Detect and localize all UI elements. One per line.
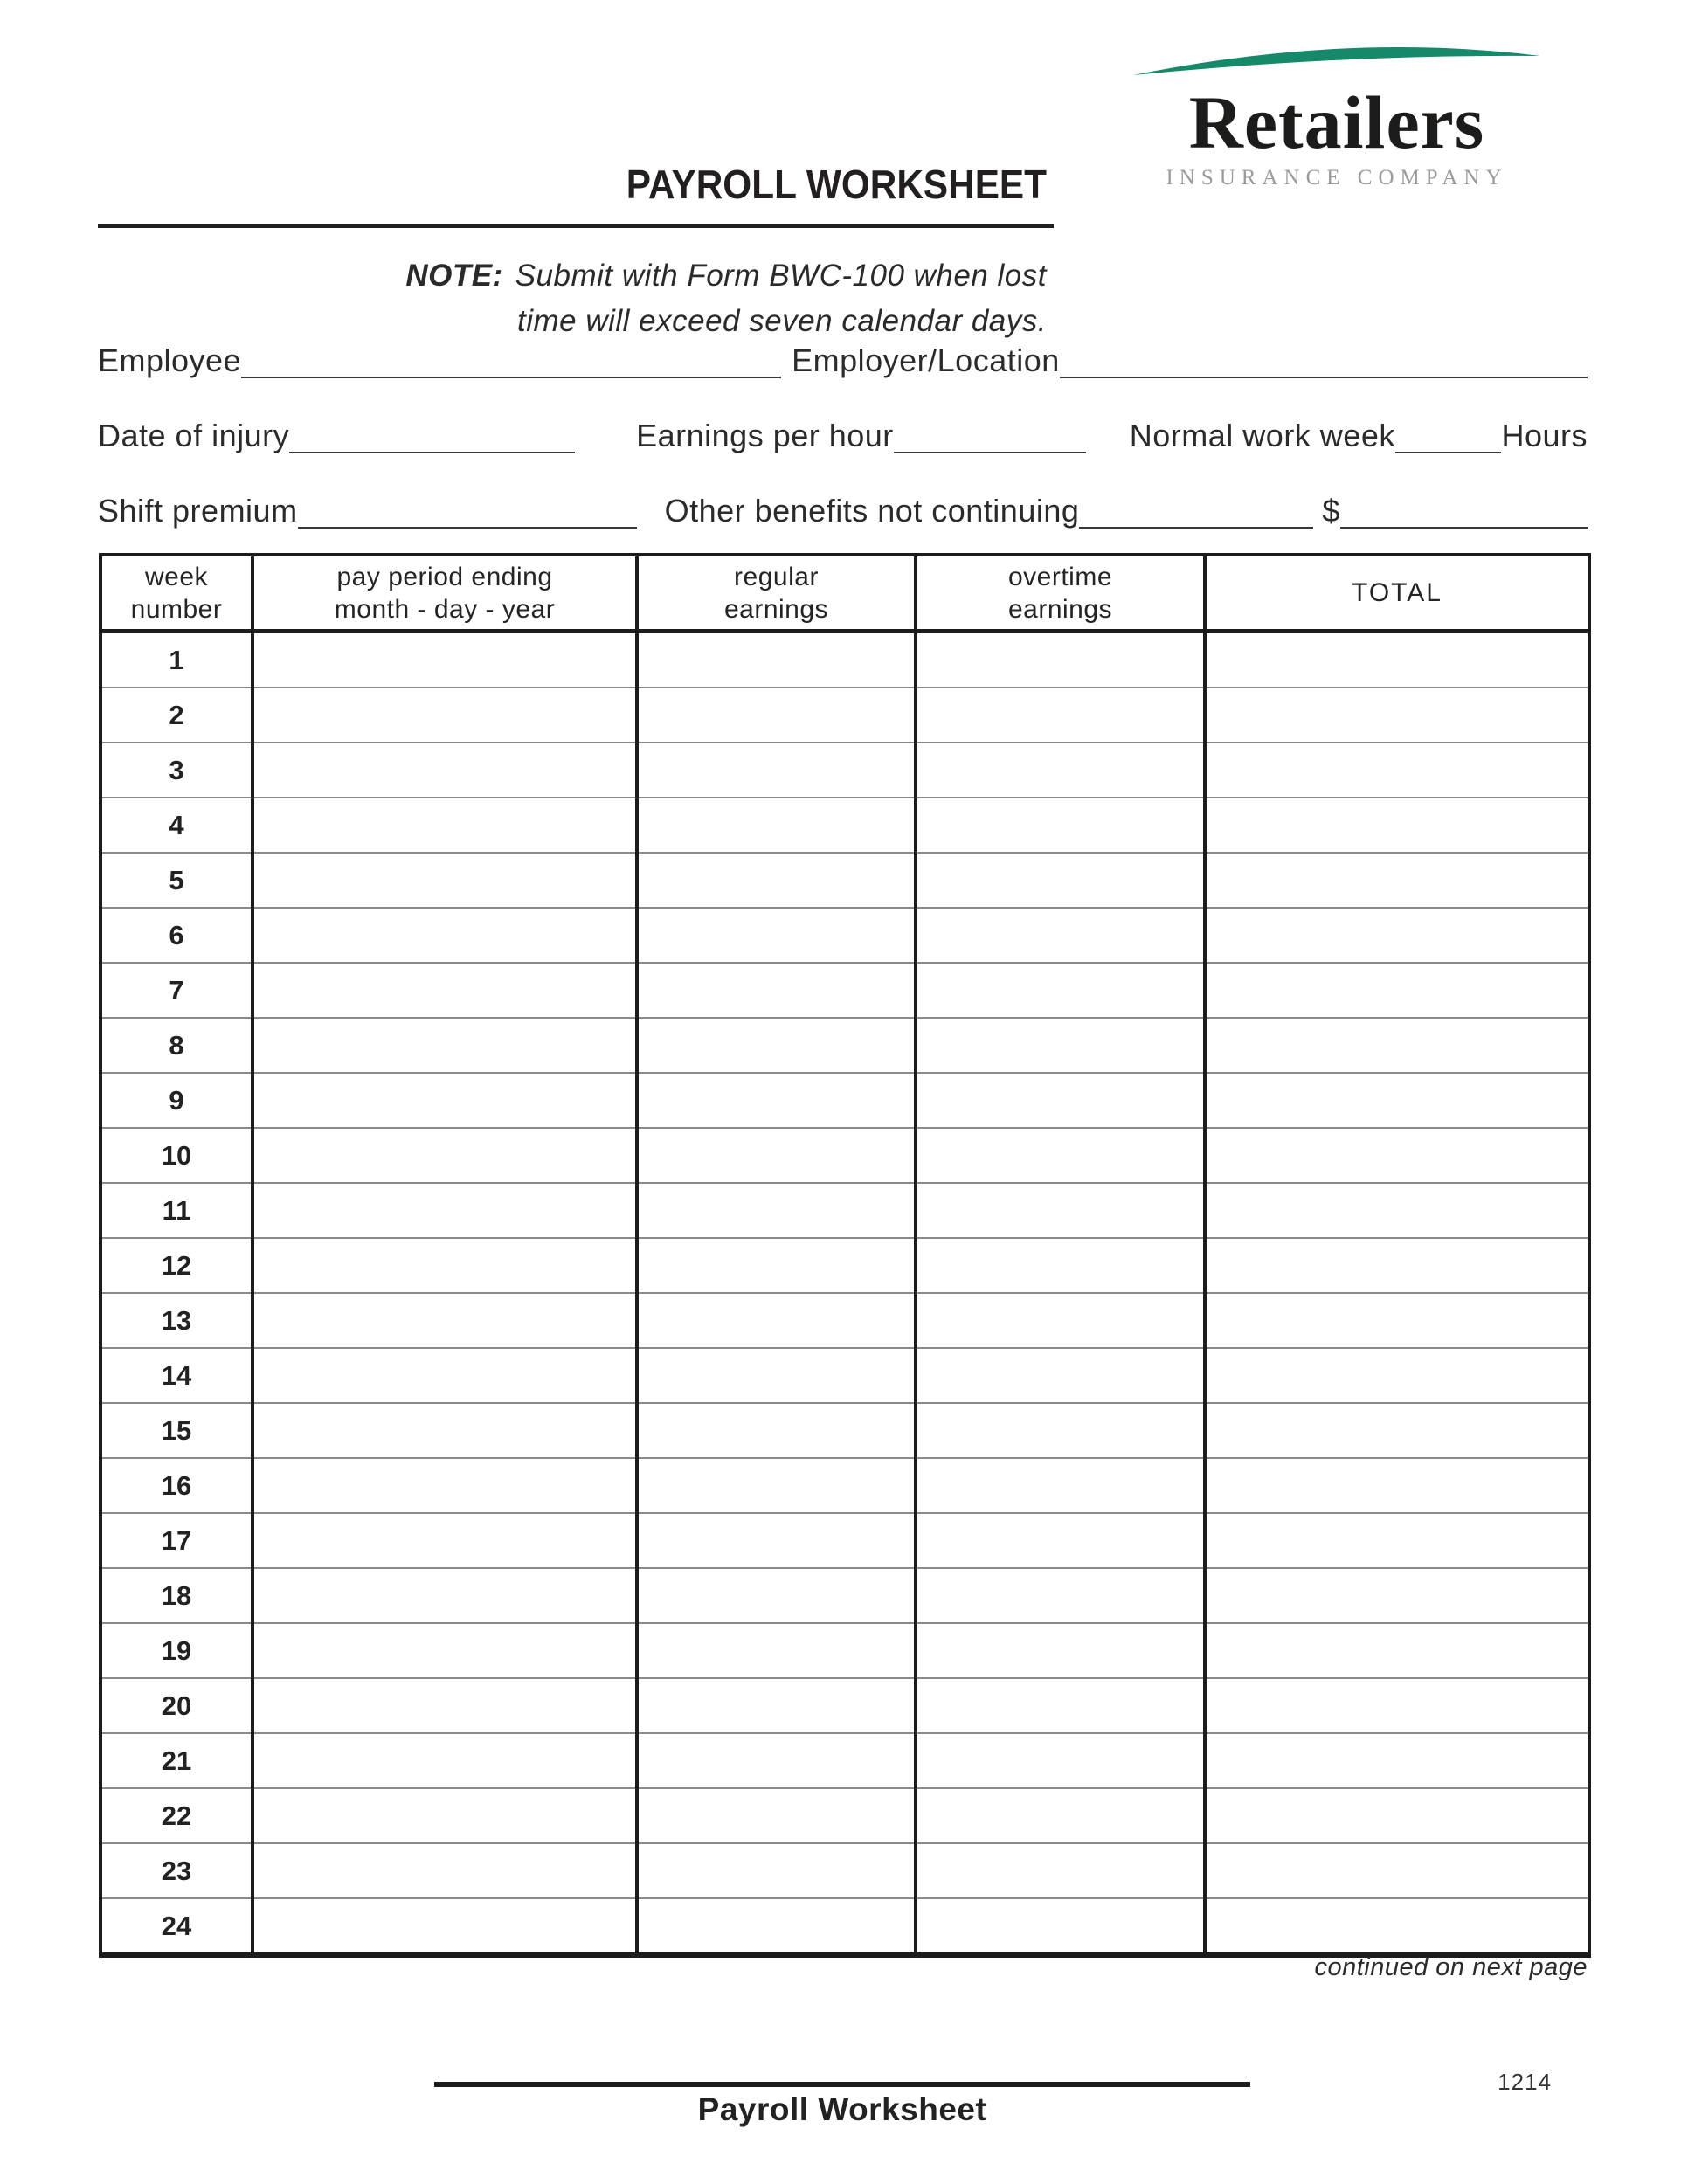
employee-label: Employee [98,342,242,378]
week-number-cell: 16 [100,1458,253,1513]
other-benefits-label: Other benefits not continuing [664,493,1080,529]
overtime-earnings-cell [916,1073,1205,1128]
table-row [100,1018,1589,1073]
pay-period-ending-cell [253,1348,637,1403]
pay-period-ending-cell [253,1458,637,1513]
pay-period-ending-cell [253,1403,637,1458]
regular-earnings-cell [637,1898,916,1955]
logo-name: Retailers [1188,80,1485,164]
other-benefits-amount-field [1340,518,1588,529]
overtime-earnings-cell [916,1733,1205,1788]
table-row [100,632,1589,688]
total-cell [1205,1843,1589,1898]
pay-period-ending-cell [253,1128,637,1183]
total-cell [1205,632,1589,688]
table-row [100,1623,1589,1678]
hours-suffix-label: Hours [1501,418,1588,453]
week-number-cell: 12 [100,1238,253,1293]
week-number-cell: 21 [100,1733,253,1788]
week-number-cell: 10 [100,1128,253,1183]
employee-field [241,368,781,378]
table-row [100,743,1589,798]
table-row [100,963,1589,1018]
total-cell [1205,1073,1589,1128]
table-row [100,853,1589,908]
week-number-cell: 22 [100,1788,253,1843]
pay-period-ending-cell [253,798,637,853]
footer-title: Payroll Worksheet [697,2091,987,2127]
overtime-earnings-cell [916,908,1205,963]
form-row-1 [98,339,1588,381]
week-number-cell: 13 [100,1293,253,1348]
table-row [100,1183,1589,1238]
date-of-injury-label: Date of injury [98,418,290,453]
overtime-earnings-cell [916,1293,1205,1348]
pay-period-ending-cell [253,1843,637,1898]
table-row [100,1513,1589,1568]
shift-premium-label: Shift premium [98,493,298,529]
total-cell [1205,1018,1589,1073]
overtime-earnings-cell [916,853,1205,908]
dollar-sign-label: $ [1322,493,1340,529]
col-header-regular-earnings: regular earnings [637,555,916,632]
total-cell [1205,1238,1589,1293]
col-header-total: TOTAL [1205,555,1589,632]
total-cell [1205,1348,1589,1403]
table-row [100,1403,1589,1458]
normal-work-week-field [1395,443,1502,453]
total-cell [1205,1183,1589,1238]
table-row [100,1898,1589,1955]
total-cell [1205,853,1589,908]
earnings-per-hour-field [894,443,1086,453]
regular-earnings-cell [637,632,916,688]
employer-location-label: Employer/Location [792,342,1060,378]
other-benefits-field [1079,518,1313,529]
week-number-cell: 6 [100,908,253,963]
table-row [100,1348,1589,1403]
overtime-earnings-cell [916,963,1205,1018]
form-number: 1214 [1498,2069,1552,2095]
overtime-earnings-cell [916,1843,1205,1898]
regular-earnings-cell [637,1018,916,1073]
regular-earnings-cell [637,1678,916,1733]
regular-earnings-cell [637,963,916,1018]
form-row-2 [98,414,1588,456]
payroll-table-header [100,555,1589,632]
table-row [100,798,1589,853]
regular-earnings-cell [637,1073,916,1128]
overtime-earnings-cell [916,688,1205,743]
overtime-earnings-cell [916,1403,1205,1458]
overtime-earnings-cell [916,1678,1205,1733]
date-of-injury-field [289,443,575,453]
regular-earnings-cell [637,688,916,743]
pay-period-ending-cell [253,1183,637,1238]
week-number-cell: 4 [100,798,253,853]
pay-period-ending-cell [253,1568,637,1623]
logo-subtitle: INSURANCE COMPANY [1166,166,1508,190]
col-header-overtime-earnings: overtime earnings [916,555,1205,632]
regular-earnings-cell [637,1513,916,1568]
regular-earnings-cell [637,1458,916,1513]
overtime-earnings-cell [916,1788,1205,1843]
overtime-earnings-cell [916,1183,1205,1238]
week-number-cell: 14 [100,1348,253,1403]
regular-earnings-cell [637,1843,916,1898]
total-cell [1205,1733,1589,1788]
regular-earnings-cell [637,1183,916,1238]
total-cell [1205,963,1589,1018]
week-number-cell: 20 [100,1678,253,1733]
pay-period-ending-cell [253,1788,637,1843]
pay-period-ending-cell [253,1678,637,1733]
total-cell [1205,1458,1589,1513]
pay-period-ending-cell [253,1513,637,1568]
total-cell [1205,688,1589,743]
week-number-cell: 24 [100,1898,253,1955]
total-cell [1205,1403,1589,1458]
pay-period-ending-cell [253,1238,637,1293]
pay-period-ending-cell [253,1733,637,1788]
table-row [100,1788,1589,1843]
regular-earnings-cell [637,1128,916,1183]
pay-period-ending-cell [253,1898,637,1955]
week-number-cell: 1 [169,644,184,675]
week-number-cell: 17 [100,1513,253,1568]
table-row [100,1843,1589,1898]
regular-earnings-cell [637,908,916,963]
col-header-pay-period-ending: pay period ending month - day - year [253,555,637,632]
table-row [100,1733,1589,1788]
week-number-cell: 18 [100,1568,253,1623]
regular-earnings-cell [637,1623,916,1678]
week-number-cell: 11 [100,1183,253,1238]
regular-earnings-cell [637,1293,916,1348]
pay-period-ending-cell [253,688,637,743]
total-cell [1205,1293,1589,1348]
overtime-earnings-cell [916,1898,1205,1955]
pay-period-ending-cell [253,632,637,688]
regular-earnings-cell [637,1403,916,1458]
table-row [100,1293,1589,1348]
table-row [100,1073,1589,1128]
week-number-cell: 19 [100,1623,253,1678]
overtime-earnings-cell [916,1623,1205,1678]
overtime-earnings-cell [916,1458,1205,1513]
regular-earnings-cell [637,1238,916,1293]
week-number-cell: 7 [100,963,253,1018]
regular-earnings-cell [637,798,916,853]
footer-rule [434,2082,1250,2087]
note-label: NOTE: [405,259,503,293]
total-cell [1205,908,1589,963]
total-cell [1205,1128,1589,1183]
total-cell [1205,743,1589,798]
normal-work-week-label: Normal work week [1129,418,1395,453]
overtime-earnings-cell [916,743,1205,798]
overtime-earnings-cell [916,1128,1205,1183]
week-number-cell: 8 [100,1018,253,1073]
total-cell [1205,1623,1589,1678]
payroll-table-body [100,632,1589,1956]
week-number-cell: 23 [100,1843,253,1898]
regular-earnings-cell [637,853,916,908]
regular-earnings-cell [637,1788,916,1843]
week-number-cell: 3 [100,743,253,798]
regular-earnings-cell [637,1348,916,1403]
form-row-3 [98,489,1588,531]
earnings-per-hour-label: Earnings per hour [636,418,894,453]
page-title: PAYROLL WORKSHEET [626,162,1047,207]
payroll-table [99,553,1591,1958]
total-cell [1205,1678,1589,1733]
overtime-earnings-cell [916,632,1205,688]
overtime-earnings-cell [916,1238,1205,1293]
employer-location-field [1060,368,1588,378]
regular-earnings-cell [637,1733,916,1788]
overtime-earnings-cell [916,798,1205,853]
week-number-cell: 2 [100,688,253,743]
week-number-cell: 9 [100,1073,253,1128]
regular-earnings-cell [637,743,916,798]
total-cell [1205,1788,1589,1843]
pay-period-ending-cell [253,743,637,798]
total-cell [1205,1898,1589,1955]
pay-period-ending-cell [253,853,637,908]
green-arc-swoosh-icon [1131,30,1542,82]
table-row [100,908,1589,963]
week-number-cell: 15 [100,1403,253,1458]
regular-earnings-cell [637,1568,916,1623]
pay-period-ending-cell [253,1073,637,1128]
pay-period-ending-cell [253,1293,637,1348]
pay-period-ending-cell [253,1018,637,1073]
col-header-week-number: week number [100,555,253,632]
table-row [100,1568,1589,1623]
total-cell [1205,798,1589,853]
overtime-earnings-cell [916,1513,1205,1568]
pay-period-ending-cell [253,908,637,963]
overtime-earnings-cell [916,1568,1205,1623]
table-row [100,1128,1589,1183]
note-text-1: Submit with Form BWC-100 when lost [515,259,1047,293]
total-cell [1205,1513,1589,1568]
note-block [98,253,1047,344]
shift-premium-field [298,518,637,529]
table-row [100,688,1589,743]
title-underline-rule [98,224,1054,228]
table-row [100,1238,1589,1293]
table-row [100,1458,1589,1513]
table-row [100,1678,1589,1733]
overtime-earnings-cell [916,1348,1205,1403]
pay-period-ending-cell [253,1623,637,1678]
total-cell [1205,1568,1589,1623]
note-line-1 [98,253,1047,299]
overtime-earnings-cell [916,1018,1205,1073]
pay-period-ending-cell [253,963,637,1018]
note-line-2: time will exceed seven calendar days. [516,304,1047,338]
continued-note: continued on next page [1314,1953,1588,1981]
week-number-cell: 5 [100,853,253,908]
retailers-logo [1127,30,1546,190]
